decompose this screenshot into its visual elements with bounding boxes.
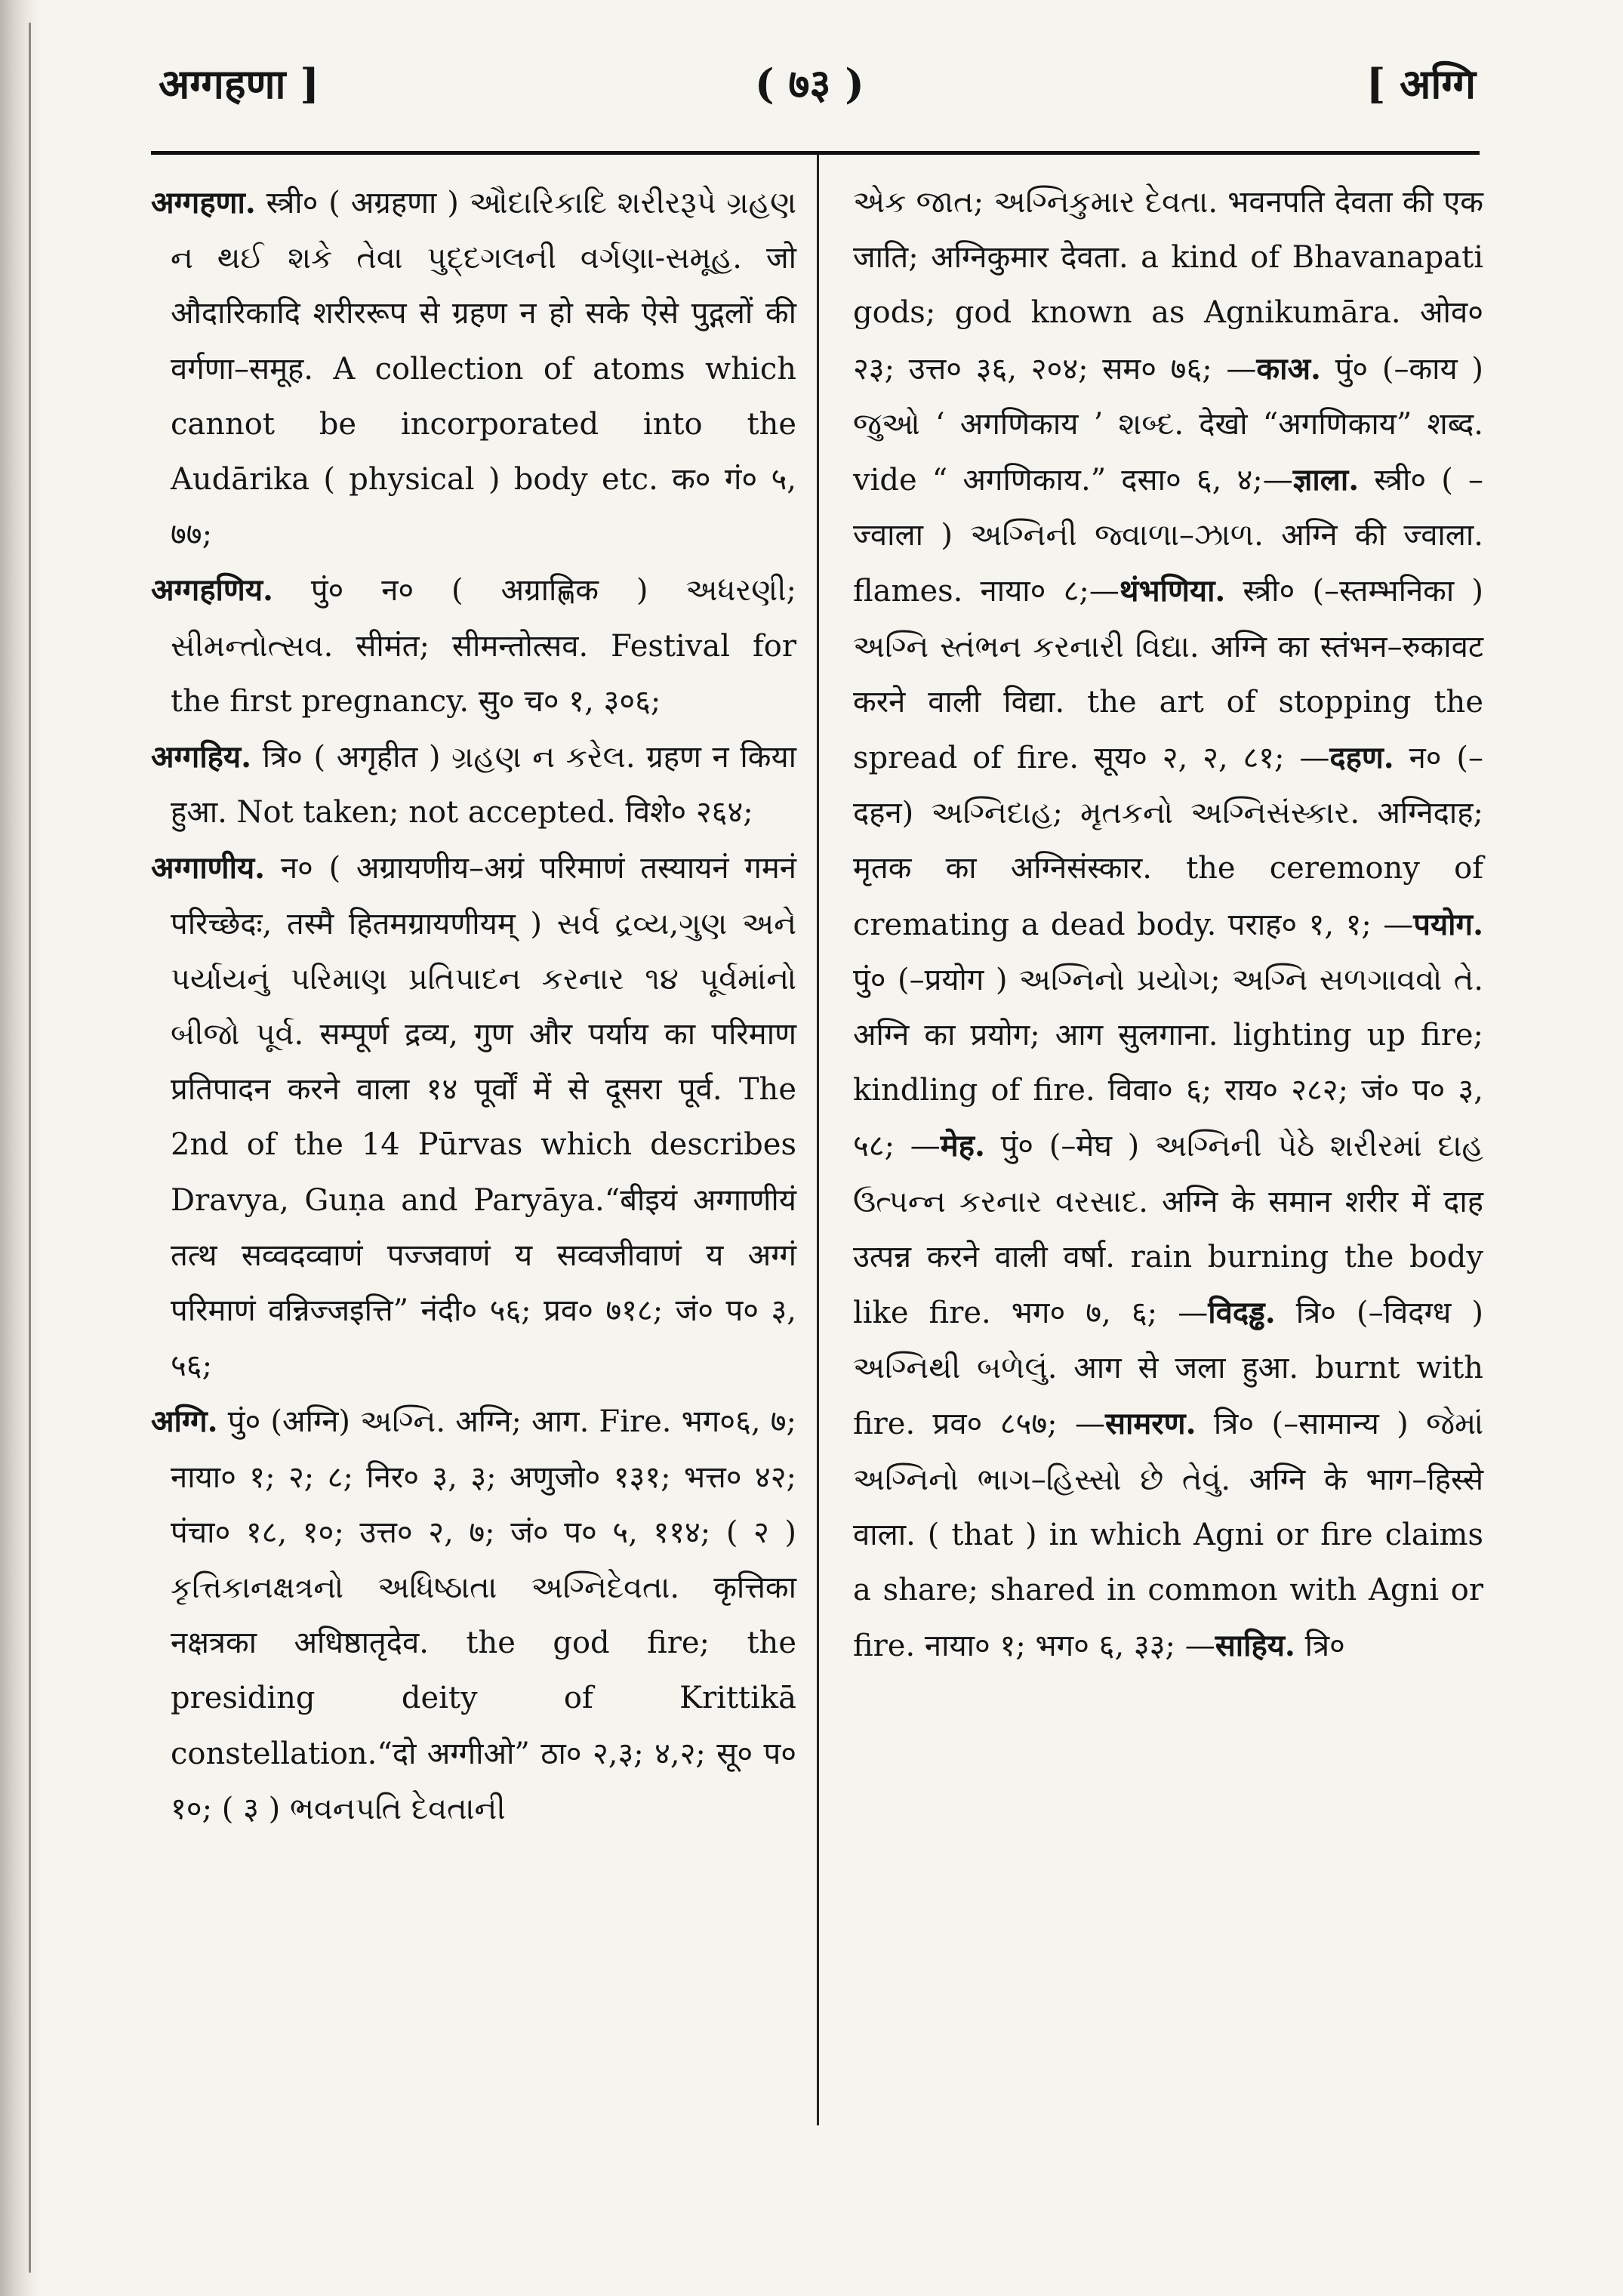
entry-body: पुं० न० ( अग्राह्णिक ) અધરણી; સીમન્તોત્સવ. सीमंत; सीमन्तोत्सव. Festival for the first pregnancy. सु० च० १, ३०६; bbox=[171, 573, 796, 719]
left-column bbox=[151, 175, 796, 1837]
entry-body: न० (–दहन) અગ્નિદાહ; મૃતકનો અગ્નિસંસ્કાર. अग्निदाह; मृतक का अग्निसंस्कार. the ceremony of cremating a dead body. पराह० १, १; — bbox=[853, 741, 1483, 942]
column-divider bbox=[817, 155, 819, 2125]
entry-body: न० ( अग्रायणीय–अग्रं परिमाणं तस्यायनं गमनं परिच्छेदः, तस्मै हितमग्रायणीयम् ) સર્વ દ્રવ્ય,ગુણ અને પર્યાયનું પરિમાણ પ્રતિપાદન કરનાર ૧૪ પૂર્વમાંનો બીજો પૂર્વ. सम्पूर्ण द्रव्य, गुण और पर्याय का परिमाण प्रतिपादन करने वाला १४ पूर्वों में से दूसरा पूर्व. The 2nd of the 14 Pūrvas which describes Dravya, Guṇa and Paryāya.“बीइयं अग्गाणीयं तत्थ सव्वदव्वाणं पज्जवाणं य सव्वजीवाणं य अग्गं परिमाणं वन्निज्जइत्ति” नंदी० ५६; प्रव० ७१८; जं० प० ३, ५६; bbox=[171, 851, 797, 1384]
entry-body: स्त्री० ( –ज्वाला ) અગ્નિની જ્વાળા–ઝાળ. अग्नि की ज्वाला. flames. नाया० ८;— bbox=[853, 463, 1484, 609]
scan-edge bbox=[0, 0, 39, 2296]
entry-body: स्त्री० (–स्तम्भनिका ) અગ્નિ સ્તંભન કરનારી વિદ્યા. अग्नि का स्तंभन–रुकावट करने वाली विद्या. the art of stopping the spread of fire. सूय० २, २, ८१; — bbox=[853, 574, 1483, 776]
dictionary-entry bbox=[151, 729, 796, 840]
entry-headword: अग्गि. bbox=[151, 1404, 218, 1440]
entry-body: त्रि० (–सामान्य ) જેમાં અગ્નિનો ભાગ–હિસ્સો છે તેવું. अग्नि के भाग–हिस्से वाला. ( that ) in which Agni or fire claims a share; shared in common with Agni or fire. नाया० १; भग० ६, ३३; — bbox=[853, 1407, 1484, 1664]
right-column bbox=[853, 175, 1483, 1674]
entry-body: पुं० (–काय ) જુઓ ‘ अगणिकाय ’ શબ્દ. देखो “अगणिकाय” शब्द. vide “ अगणिकाय.” दसा० ६, ४;— bbox=[853, 351, 1483, 498]
entry-headword: अग्गहणा. bbox=[151, 185, 256, 220]
entry-headword: अग्गहणिय. bbox=[151, 572, 273, 609]
entry-body: त्रि० (–विदग्ध ) અગ્નિથી બળેલું. आग से जला हुआ. burnt with fire. प्रव० ८५७; — bbox=[853, 1296, 1483, 1442]
entry-body: पुं० (अग्नि) અગ્નિ. अग्नि; आग. Fire. भग०६, ७; नाया० १; २; ८; निर० ३, ३; अणुजो० १३१; भत्त० ४२; पंचा० १८, १०; उत्त० २, ७; जं० प० ५, ११४; ( २ ) કૃત્તિકાનક્ષત્રનો અધિષ્ઠાતા અગ્નિદેવતા. कृत्तिका नक्षत्रका अधिष्ठातृदेव. the god fire; the presiding deity of Krittikā constellation.“दो अग्गीओ” ठा० २,३; ४,२; सू० प० १०; ( ३ ) ભવનપતિ દેવતાની bbox=[171, 1404, 797, 1826]
entry-body: त्रि० bbox=[1304, 1629, 1345, 1664]
entry-body: त्रि० ( अगृहीत ) ગ્રહણ ન કરેલ. ग्रहण न किया हुआ. Not taken; not accepted. विशे० २६४; bbox=[171, 740, 797, 831]
header-divider bbox=[151, 151, 1480, 155]
dictionary-entry bbox=[151, 175, 796, 562]
entry-headword: ज्ञाला. bbox=[1292, 462, 1360, 498]
entry-body: पुं० (–मेघ ) અગ્નિની પેઠે શરીરમાં દાહ ઉત્પન્ન કરનાર વરસાદ. अग्नि के समान शरीर में दाह उत्पन्न करने वाली वर्षा. rain burning the body like fire. भग० ७, ६; — bbox=[853, 1129, 1484, 1331]
binding-rule bbox=[29, 23, 31, 2273]
entry-body: स्त्री० ( अग्रहणा ) ઔદારિકાદિ શરીરરૂપે ગ્રહણ ન થઈ શકે તેવા પુદ્દગલની વર્ગણા-સમૂહ. जो औदारिकादि शरीररूप से ग्रहण न हो सके ऐसे पुद्गलों की वर्गणा–समूह. A collection of atoms which cannot be incorporated into the Audārika ( physical ) body etc. क० गं० ५, ७७; bbox=[171, 186, 796, 553]
dictionary-entry bbox=[151, 1394, 796, 1837]
page-number: ( ७३ ) bbox=[755, 60, 864, 108]
entry-headword: अग्गाणीय. bbox=[151, 850, 266, 886]
entry-headword: काअ. bbox=[1256, 350, 1321, 387]
header-right-guideword: [ अग्गि bbox=[1366, 60, 1476, 108]
dictionary-entry bbox=[151, 562, 796, 729]
dictionary-entry bbox=[853, 175, 1483, 1674]
entry-headword: साहिय. bbox=[1215, 1628, 1295, 1664]
entry-body: એક જાત; અગ્નિકુમાર દેવતા. भवनपति देवता की एक जाति; अग्निकुमार देवता. a kind of Bhavanapati gods; god known as Agnikumāra. ओव० २३; उत्त० ३६, २०४; सम० ७६; — bbox=[853, 185, 1483, 387]
entry-headword: अग्गहिय. bbox=[151, 739, 252, 775]
dictionary-entry bbox=[151, 840, 796, 1394]
entry-headword: पयोग. bbox=[1413, 906, 1483, 942]
entry-headword: मेह. bbox=[940, 1128, 985, 1164]
entry-headword: सामरण. bbox=[1104, 1406, 1196, 1442]
entry-headword: विदड्ढ. bbox=[1208, 1295, 1276, 1331]
entry-headword: दहण. bbox=[1329, 740, 1394, 776]
entry-body: पुं० (–प्रयोग ) અગ્નિનો પ્રયોગ; અગ્નિ સળગાવવો તે. अग्नि का प्रयोग; आग सुलगाना. lighting up fire; kindling of fire. विवा० ६; राय० २८२; जं० प० ३, ५८; — bbox=[853, 962, 1483, 1164]
header-left-guideword: अग्गहणा ] bbox=[159, 60, 319, 108]
entry-headword: थंभणिया. bbox=[1119, 573, 1226, 609]
